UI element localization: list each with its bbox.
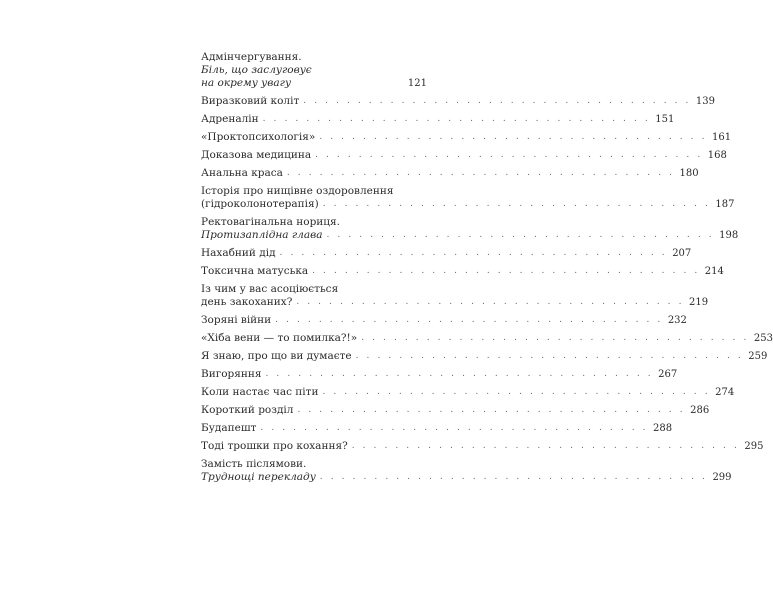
toc-entry[interactable]	[201, 350, 768, 363]
toc-entry[interactable]	[201, 113, 675, 126]
toc-entry[interactable]	[201, 216, 739, 242]
toc-entry[interactable]	[201, 386, 735, 399]
toc-entry-title: Вигоряння	[201, 368, 262, 380]
toc-entry[interactable]	[201, 422, 673, 435]
dot-leader: . . . . . . . . . . . . . . . . . . . . . . . . . . . . . . . . . . . .	[351, 441, 740, 451]
page-number: 288	[653, 423, 673, 434]
toc-entry[interactable]	[201, 368, 678, 381]
toc-entry-title: Короткий розділ	[201, 404, 294, 416]
toc-entry-title: «Проктопсихологія»	[201, 131, 316, 143]
dot-leader: . . . . . . . . . . . . . . . . . . . . . . . . . . . . . . . . . . . .	[361, 333, 749, 343]
dot-leader: . . . . . . . . . . . . . . . . . . . . . . . . . . . . . . . . . . . .	[265, 369, 654, 379]
toc-entry[interactable]	[201, 440, 764, 453]
toc-entry-title: Протизаплідна глава	[201, 229, 323, 241]
page-number: 219	[688, 297, 709, 308]
toc-entry-title: (гідроколонотерапія)	[201, 198, 319, 210]
toc-entry-title: «Хіба вени — то помилка?!»	[201, 332, 358, 344]
page-number: 232	[667, 315, 687, 326]
toc-entry[interactable]	[201, 265, 724, 278]
dot-leader: . . . . . . . . . . . . . . . . . . . . . . . . . . . . . . . . . . . .	[275, 315, 663, 325]
dot-leader: . . . . . . . . . . . . . . . . . . . . . . . . . . . . . . . . . . . .	[260, 423, 649, 433]
page-number: 207	[672, 248, 692, 259]
dot-leader: . . . . . . . . . . . . . . . . . . . . . . . . . . . . . . . . . . . .	[322, 387, 711, 397]
dot-leader: . . . . . . . . . . . . . . . . . . . . . . . . . . . . . . . . . . . .	[322, 199, 711, 209]
toc-entry[interactable]	[201, 332, 773, 345]
page-number: 151	[655, 114, 675, 125]
toc-entry[interactable]	[201, 314, 687, 327]
dot-leader: . . . . . . . . . . . . . . . . . . . . . . . . . . . . . . . . . . . .	[319, 472, 708, 482]
page-number: 187	[715, 199, 735, 210]
toc-entry-title: Адреналін	[201, 113, 259, 125]
toc-entry-title: Анальна краса	[201, 167, 283, 179]
toc-entry-title: Виразковий коліт	[201, 95, 300, 107]
toc-entry-title-line: Ректовагінальна нориця.	[201, 216, 340, 228]
toc-entry-title: Коли настає час піти	[201, 386, 319, 398]
dot-leader: . . . . . . . . . . . . . . . . . . . . . . . . . . . . . . . . . . . .	[296, 297, 685, 307]
dot-leader: . . . . . . . . . . . . . . . . . . . . . . . . . . . . . . . . . . . .	[262, 114, 651, 124]
toc-entry-title: Токсична матуська	[201, 265, 309, 277]
page-number: 168	[707, 150, 727, 161]
page-number: 267	[658, 369, 678, 380]
toc-entry-title: Труднощі перекладу	[201, 471, 316, 483]
page-number: 161	[711, 132, 732, 143]
toc-entry[interactable]	[201, 283, 709, 309]
toc-entry-title: Нахабний дід	[201, 247, 276, 259]
page-number: 253	[753, 333, 773, 344]
dot-leader: . . . . . . . . . . . . . . . . . . . . . . . . . . . . . . . . . . . .	[319, 132, 708, 142]
table-of-contents	[201, 51, 773, 489]
toc-entry-title: Зоряні війни	[201, 314, 272, 326]
toc-entry[interactable]	[201, 167, 699, 180]
toc-entry-title: на окрему увагу	[201, 77, 292, 89]
page-number: 299	[712, 472, 732, 483]
page-number: 295	[744, 441, 764, 452]
page-number: 180	[679, 168, 699, 179]
toc-entry[interactable]	[201, 51, 427, 90]
dot-leader: . . . . . . . . . . . . . . . . . . . . . . . . . . . . . . . . . . . .	[326, 230, 715, 240]
toc-entry-title: Доказова медицина	[201, 149, 312, 161]
toc-entry-title-line: Із чим у вас асоціюється	[201, 283, 339, 295]
toc-entry[interactable]	[201, 458, 732, 484]
page-number: 139	[695, 96, 716, 107]
dot-leader: . . . . . . . . . . . . . . . . . . . . . . . . . . . . . . . . . . . .	[279, 248, 668, 258]
dot-leader: . . . . . . . . . . . . . . . . . . . . . . . . . . . . . . . . . . . .	[286, 168, 675, 178]
page-number: 259	[748, 351, 768, 362]
toc-entry-title-line: Історія про нищівне оздоровлення	[201, 185, 394, 197]
dot-leader: . . . . . . . . . . . . . . . . . . . . . . . . . . . . . . . . . . . .	[303, 96, 692, 106]
toc-entry-title: день закоханих?	[201, 296, 293, 308]
page-number: 286	[690, 405, 710, 416]
dot-leader: . . . . . . . . . . . . . . . . . . . . . . . . . . . . . . . . . . . .	[315, 150, 703, 160]
page-number: 198	[719, 230, 739, 241]
toc-entry-title-line: Замість післямови.	[201, 458, 307, 470]
toc-entry[interactable]	[201, 185, 735, 211]
page-number: 121	[407, 78, 427, 89]
toc-entry-title-line: Адмінчергування.	[201, 51, 302, 63]
page-number: 214	[704, 266, 724, 277]
dot-leader: . . . . . . . . . . . . . . . . . . . . . . . . . . . . . . . . . . . .	[355, 351, 744, 361]
toc-entry-title: Я знаю, про що ви думаєте	[201, 350, 352, 362]
toc-entry-title-line: Біль, що заслуговує	[201, 64, 312, 76]
toc-entry[interactable]	[201, 149, 727, 162]
toc-entry[interactable]	[201, 131, 732, 144]
toc-entry[interactable]	[201, 247, 692, 260]
toc-entry[interactable]	[201, 95, 716, 108]
toc-entry[interactable]	[201, 404, 710, 417]
page-number: 274	[715, 387, 735, 398]
dot-leader: . . . . . . . . . . . . . . . . . . . . . . . . . . . . . . . . . . . .	[297, 405, 686, 415]
toc-entry-title: Будапешт	[201, 422, 257, 434]
dot-leader: . . . . . . . . . . . . . . . . . . . . . . . . . . . . . . . . . . . .	[312, 266, 700, 276]
toc-entry-title: Тоді трошки про кохання?	[201, 440, 348, 452]
